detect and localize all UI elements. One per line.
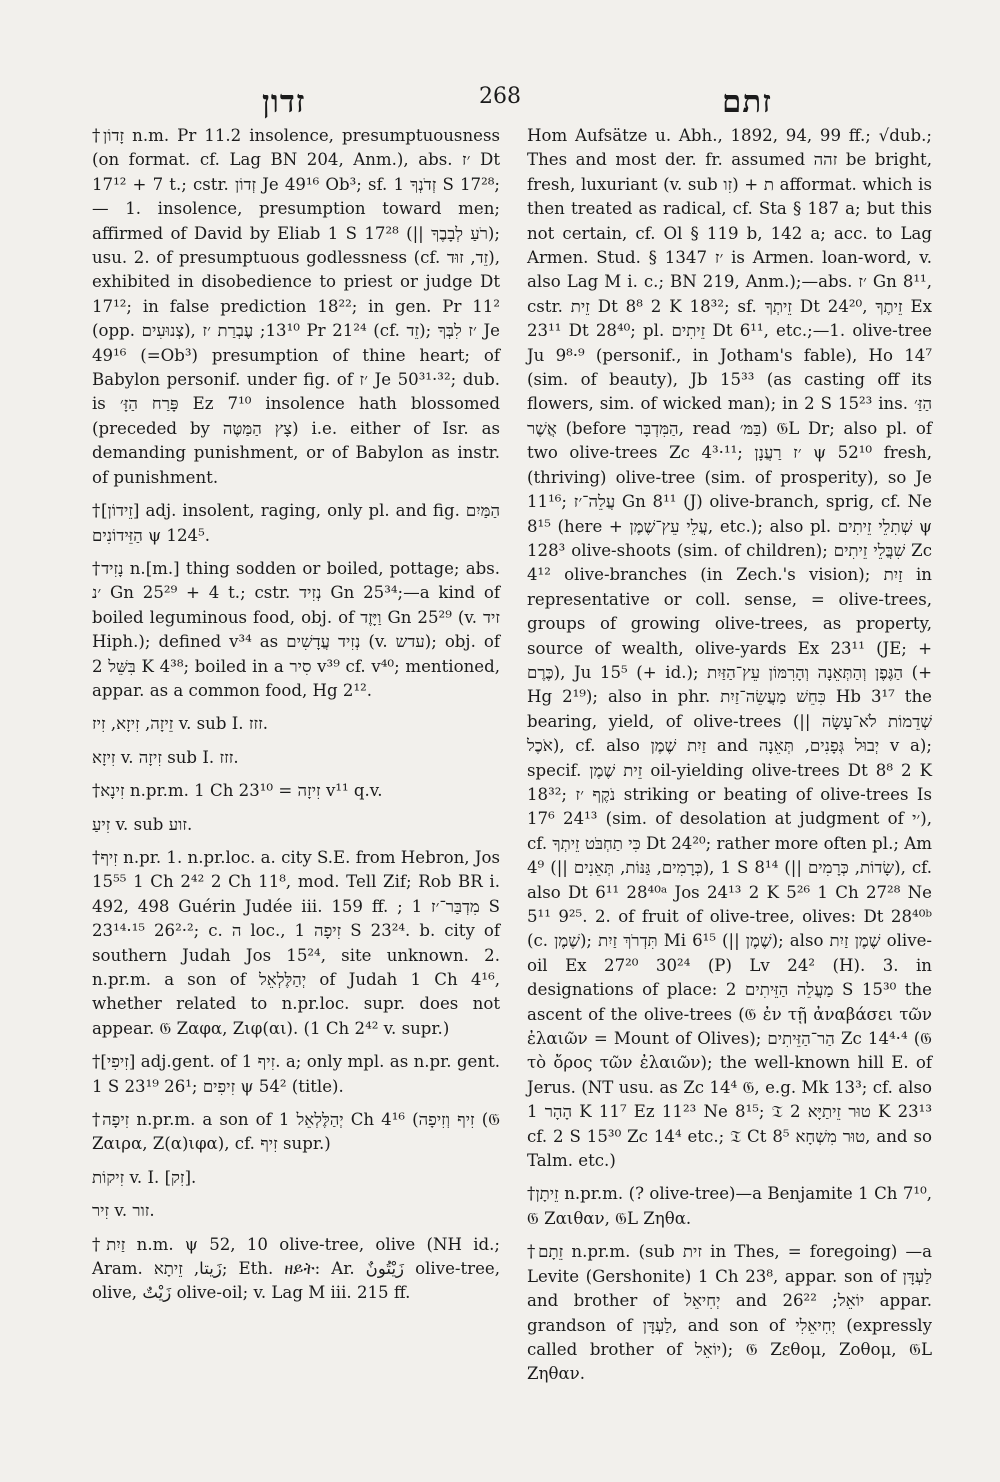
left-column bbox=[92, 124, 500, 1315]
entry-ziph: †זִיף n.pr. 1. n.pr.loc. a. city S.E. from Hebron, Jos 15⁵⁵ 1 Ch 2⁴² 2 Ch 11⁸, mod. Tell Zif; Rob BR i. 492, 498 Guérin Judée iii. 159 ff. ; מִדְבַּר־׳ז 1 S 23¹⁴·¹⁵ 26²·²; c. ה loc., זִיפָה 1 S 23²⁴. b. city of southern Judah Jos 15²⁴, site unknown. 2. n.pr.m. a son of יְהַלֶּלְאֵל of Judah 1 Ch 4¹⁶, whether related to n.pr.loc. supr. does not appear. 𝔊 Ζαφα, Ζιφ(αι). (1 Ch 2⁴² v. supr.) bbox=[92, 847, 501, 1038]
entry-zayit-start: †זַיִת n.m. ψ 52, 10 olive-tree, olive (NH id.; Aram. زَيتا, זֵיתָא; Eth. ዘይት: Ar. زَيْتُونٌ olive-tree, olive, زَيْتٌ olive-oil; v. Lag M iii. 215 ff. bbox=[92, 1234, 501, 1303]
entry-zetam: †זֵתָם n.pr.m. (sub זית in Thes, = foregoing) —a Levite (Gershonite) 1 Ch 23⁸, appar. son of לַעְדָּן and brother of יְחִיאֵל and יוֹאֵל; 26²² appar. grandson of לַעְדָּן, and son of יְחִיאֵלִי (expressly called brother of יוֹאֵל); 𝔊 Ζεθομ, Ζοθομ, 𝔊L Ζηθαν. bbox=[527, 1242, 932, 1384]
entry-zetan: †זֵיתָן n.pr.m. (? olive-tree)—a Benjamite 1 Ch 7¹⁰, 𝔊 Ζαιθαν, 𝔊L Ζηθα. bbox=[527, 1184, 933, 1228]
running-head-right: זתם bbox=[722, 84, 772, 120]
entry-ziphah: †זִיפָה n.pr.m. a son of יְהַלֶּלְאֵל 1 Ch 4¹⁶ (זִיף וְזִיפָה (𝔊 Ζαιρα, Ζ(α)ιφα), cf. זִיף supr.) bbox=[92, 1110, 501, 1154]
right-column bbox=[527, 124, 932, 1396]
entry-zina: †זִינָא n.pr.m. 1 Ch 23¹⁰ = זִיזָה v¹¹ q.v. bbox=[92, 781, 383, 801]
page-number: 268 bbox=[479, 84, 521, 109]
entry-ziqot-cross-ref: זִיקוֹת v. I. [זִק]. bbox=[92, 1167, 197, 1187]
entry-zia-cross-ref: זִיעַ v. sub זוע. bbox=[92, 814, 193, 834]
running-head-left: זדון bbox=[262, 84, 306, 120]
entry-zadon: †זָדוֹן n.m. Pr 11.2 insolence, presumptuousness (on format. cf. Lag BN 204, Anm.), abs. ׳ז Dt 17¹² + 7 t.; cstr. זְדוֹן Je 49¹⁶ Ob³; sf. זְדֹנְךָ 1 S 17²⁸;— 1. insolence, presumption toward men; affirmed of David by Eliab 1 S 17²⁸ (|| רֹעַ לְבָבֶךָ); usu. 2. of presumptuous godlessness (cf. זֵד, זוּד), exhibited in disobedience to priest or judge Dt 17¹²; in false prediction 18²²; in gen. Pr 11² (opp. צְנוּעִים), 13¹⁰; עֶבְרַת ׳ז Pr 21²⁴ (cf. זֵד); ׳ז לִבְּךָ Je 49¹⁶ (=Ob³) presumption of thine heart; of Babylon personif. under fig. of ׳ז Je 50³¹·³²; dub. is פָּרַח הַזָּ׳ Ez 7¹⁰ insolence hath blossomed (preceded by צָץ הַמַּטֶּה) i.e. either of Isr. as demanding punishment, or of Babylon as instr. of punishment. bbox=[92, 126, 500, 487]
entry-ziza-cross-ref: זֵיזָה, זִיזָא, זִיז v. sub I. זזז. bbox=[92, 714, 269, 734]
entry-ziphi: †[זִיפִי] adj.gent. of זִיף 1. a; only mpl. as n.pr. gent. 1 S 23¹⁹ 26¹; זִיפִים ψ 54² (title). bbox=[92, 1052, 501, 1096]
entry-zir-cross-ref: זִיר v. זור. bbox=[92, 1201, 155, 1221]
entry-zayit-continued: Hom Aufsätze u. Abh., 1892, 94, 99 ff.; √dub.; Thes and most der. fr. assumed זהה be bright, fresh, luxuriant (v. sub זִו) + ת afformat. which is then treated as radical, cf. Sta § 187 a; but this not certain, cf. Ol § 119 b, 142 a; acc. to Lag Armen. Stud. § 1347 ׳ז is Armen. loan-word, v. also Lag M i. c.; BN 219, Anm.);—abs. ׳ז Gn 8¹¹, cstr. זֵית Dt 8⁸ 2 K 18³²; sf. זֵיתְךָ Dt 24²⁰, זֵיתֶךָ Ex 23¹¹ Dt 28⁴⁰; pl. זֵיתִים Dt 6¹¹, etc.;—1. olive-tree Ju 9⁸·⁹ (personif., in Jotham's fable), Ho 14⁷ (sim. of beauty), Jb 15³³ (as casting off its flowers, sim. of wicked man); in 2 S 15²³ ins. הַזַּ׳ אֲשֶׁר (before הַמִּדְבָּר, read בַּמּ׳) 𝔊L Dr; also pl. of two olive-trees Zc 4³·¹¹; ׳ז רַעֲנָן ψ 52¹⁰ fresh, (thriving) olive-tree (sim. of prosperity), so Je 11¹⁶; עֲלֵה־׳ז Gn 8¹¹ (J) olive-branch, sprig, cf. Ne 8¹⁵ (here + עֲלֵי עֵץ־שֶׁמֶן, etc.); also pl. שְׁתִלֵי זֵיתִים ψ 128³ olive-shoots (sim. of children); שִׁבֲּלֵי זֵיתִים Zc 4¹² olive-branches (in Zech.'s vision); זַיִת in representative or coll. sense, = olive-trees, groups of growing olive-trees, as property, source of wealth, olive-yards Ex 23¹¹ (JE; + כֶּרֶם), Ju 15⁵ (+ id.); הַגֶּפֶן וְהַתְּאֵנָה וְהָרִמּוֹן עֵץ־הַזַּיִת (+ Hg 2¹⁹); also in phr. כִּחֵשׁ מַעֲשֵׂה־זַיִת Hb 3¹⁷ the bearing, yield, of olive-trees (|| שְׁדֵמוֹת לֹא־עָשָׂה אֹכֶל), cf. also זַיִת שֶׁמֶן and יְבוּל גְּפָנִים, תְּאֵנָה v a); specif. זֵית שֶׁמֶן oil-yielding olive-trees Dt 8⁸ 2 K 18³²; נֹקֶף ׳ז striking or beating of olive-trees Is 17⁶ 24¹³ (sim. of desolation at judgment of ׳י), cf. כִּי תַחְבֹּט זֵיתְךָ Dt 24²⁰; rather more often pl.; Am 4⁹ (|| כְּרָמִים, גַּנּוֹת, תְּאֵנִים), 1 S 8¹⁴ (|| שָׂדוֹת, כְּרָמִים), cf. also Dt 6¹¹ 28⁴⁰ᵃ Jos 24¹³ 2 K 5²⁶ 1 Ch 27²⁸ Ne 5¹¹ 9²⁵. 2. of fruit of olive-tree, olives: Dt 28⁴⁰ᵇ (c. שֶׁמֶן); תִּדְרֹךְ זַיִת Mi 6¹⁵ (|| שֶׁמֶן); also שֶׁמֶן זַיִת olive-oil Ex 27²⁰ 30²⁴ (P) Lv 24² (H). 3. in designations of place: מַעֲלֵה הַזֵּיתִים 2 S 15³⁰ the ascent of the olive-trees (𝔊 ἐν τῇ ἀναβάσει τῶν ἐλαιῶν = Mount of Olives); הַר־הַזֵּיתִים Zc 14⁴·⁴ (𝔊 τὸ ὄρος τῶν ἐλαιῶν); the well-known hill E. of Jerus. (NT usu. as Zc 14⁴ 𝔊, e.g. Mk 13³; cf. also הָהָר 1 K 11⁷ Ez 11²³ Ne 8¹⁵; 𝔗 טוּר זֵיתַיָּא 2 K 23¹³ cf. 2 S 15³⁰ Zc 14⁴ etc.; 𝔗 Ct 8⁵ טוּר מִשְׁחָא, and so Talm. etc.) bbox=[527, 126, 933, 1171]
entry-zeidon: †[זֵידוֹן] adj. insolent, raging, only pl. and fig. הַמַּיִם הַזֵּידוֹנִים ψ 124⁵. bbox=[92, 501, 500, 545]
entry-nazid: †נָזִיד n.[m.] thing sodden or boiled, pottage; abs. ׳נ Gn 25²⁹ + 4 t.; cstr. נְזִיד Gn 25³⁴;—a kind of boiled leguminous food, obj. of וַיָּזֶד Gn 25²⁹ (v. זיד Hiph.); defined v³⁴ as נְזִיד עֲדָשִׁים (v. עדש); obj. of בִּשֵּׁל 2 K 4³⁸; boiled in a סִיר v³⁹ cf. v⁴⁰; mentioned, appar. as a common food, Hg 2¹². bbox=[92, 558, 501, 700]
entry-ziza-2-cross-ref: זִיזָא v. זִיזָה sub I. זזז. bbox=[92, 747, 239, 767]
